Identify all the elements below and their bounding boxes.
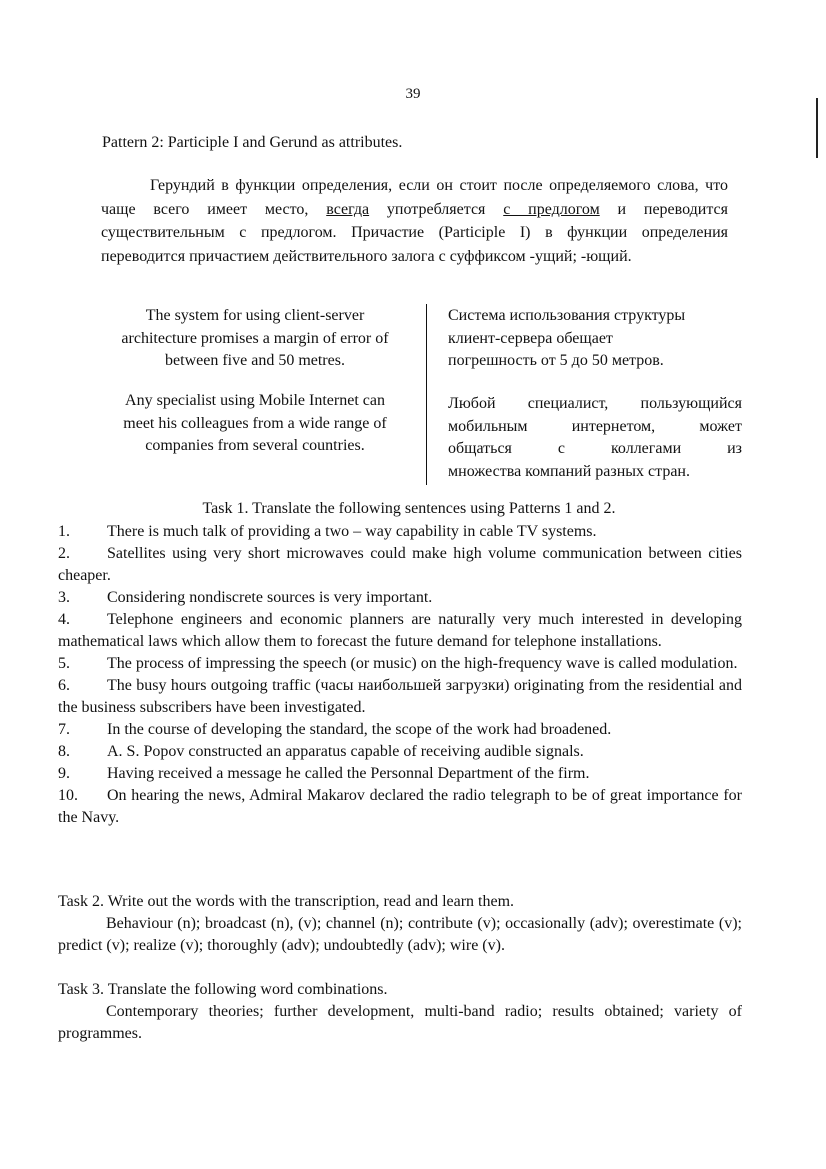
task2-word-list: Behaviour (n); broadcast (n), (v); channel (n); contribute (v); occasionally (adv); overestimate (v); predict (v); realize (v); thoroughly (adv); undoubtedly (adv); wire (v). — [58, 915, 742, 954]
item-text: The busy hours outgoing traffic (часы наибольшей загрузки) originating from the residential and the business subscribers have been investigated. — [58, 677, 742, 716]
task1-sentence-list — [58, 521, 742, 829]
list-item — [58, 653, 742, 675]
example-1-ru-line: клиент-сервера обещает — [448, 329, 613, 347]
example-2-ru-line: мобильным интернетом, может — [448, 417, 742, 435]
list-item — [58, 741, 742, 763]
column-divider — [426, 304, 427, 485]
list-item — [58, 785, 742, 829]
rule-underlined-always: всегда — [326, 200, 370, 218]
task3-title: Task 3. Translate the following word combinations. — [58, 981, 388, 998]
item-text: A. S. Popov constructed an apparatus capable of receiving audible signals. — [107, 743, 584, 760]
item-text: Satellites using very short microwaves could make high volume communication between cities cheaper. — [58, 545, 742, 584]
example-2-ru-line: общаться с коллегами из — [448, 440, 742, 457]
pattern-heading: Pattern 2: Participle I and Gerund as attributes. — [102, 134, 403, 151]
example-2-ru-line: множества компаний разных стран. — [448, 462, 690, 480]
list-item — [58, 763, 742, 785]
rule-text-part2: употребляется — [369, 200, 504, 218]
item-text: There is much talk of providing a two – way capability in cable TV systems. — [107, 523, 597, 540]
gerund-rule-paragraph — [101, 174, 728, 268]
task2-title: Task 2. Write out the words with the transcription, read and learn them. — [58, 893, 515, 910]
list-item — [58, 609, 742, 653]
item-number: 3. — [58, 589, 70, 606]
example-1-ru-line: погрешность от 5 до 50 метров. — [448, 352, 664, 369]
item-text: Considering nondiscrete sources is very important. — [107, 589, 433, 606]
example-1-english: The system for using client-server architecture promises a margin of error of between five and 50 metres. — [121, 307, 389, 369]
example-2-english: Any specialist using Mobile Internet can meet his colleagues from a wide range of companies from several countries. — [123, 392, 387, 454]
list-item — [58, 719, 742, 741]
task3-word-combinations: Contemporary theories; further development, multi-band radio; results obtained; variety of programmes. — [58, 1003, 742, 1042]
rule-text-part1: Герундий в функции определения, если он стоит после определяемого слова, что чаще всего имеет место, — [101, 177, 728, 218]
example-1-russian — [448, 305, 742, 373]
list-item — [58, 543, 742, 587]
task1-title: Task 1. Translate the following sentences using Patterns 1 and 2. — [202, 500, 616, 517]
rule-underlined-preposition: с предлогом — [503, 200, 600, 218]
item-number: 10. — [58, 787, 78, 804]
item-number: 9. — [58, 765, 70, 782]
list-item — [58, 587, 742, 609]
item-number: 4. — [58, 611, 70, 628]
item-number: 1. — [58, 523, 70, 540]
example-1-ru-line: Система использования структуры — [448, 307, 686, 324]
scan-margin-mark — [816, 98, 818, 158]
item-number: 7. — [58, 721, 70, 738]
item-text: In the course of developing the standard, the scope of the work had broadened. — [107, 721, 612, 738]
item-text: Telephone engineers and economic planners are naturally very much interested in developing mathematical laws which allow them to forecast the future demand for telephone installations. — [58, 611, 742, 650]
rule-text-part3: и переводится существительным с предлогом. Причастие (Participle I) в функции определения переводится причастием действительного залога с суффиксом -ущий; -ющий. — [101, 200, 728, 265]
item-number: 6. — [58, 677, 70, 694]
page-number: 39 — [405, 86, 421, 102]
item-text: On hearing the news, Admiral Makarov declared the radio telegraph to be of great importance for the Navy. — [58, 787, 742, 826]
example-2-ru-line: Любой специалист, пользующийся — [448, 395, 742, 412]
example-2-russian — [448, 393, 742, 483]
item-text: Having received a message he called the Personnal Department of the firm. — [107, 765, 590, 782]
item-number: 5. — [58, 655, 70, 672]
item-number: 2. — [58, 545, 70, 562]
item-number: 8. — [58, 743, 70, 760]
list-item — [58, 521, 742, 543]
list-item — [58, 675, 742, 719]
item-text: The process of impressing the speech (or music) on the high-frequency wave is called modulation. — [107, 655, 738, 672]
